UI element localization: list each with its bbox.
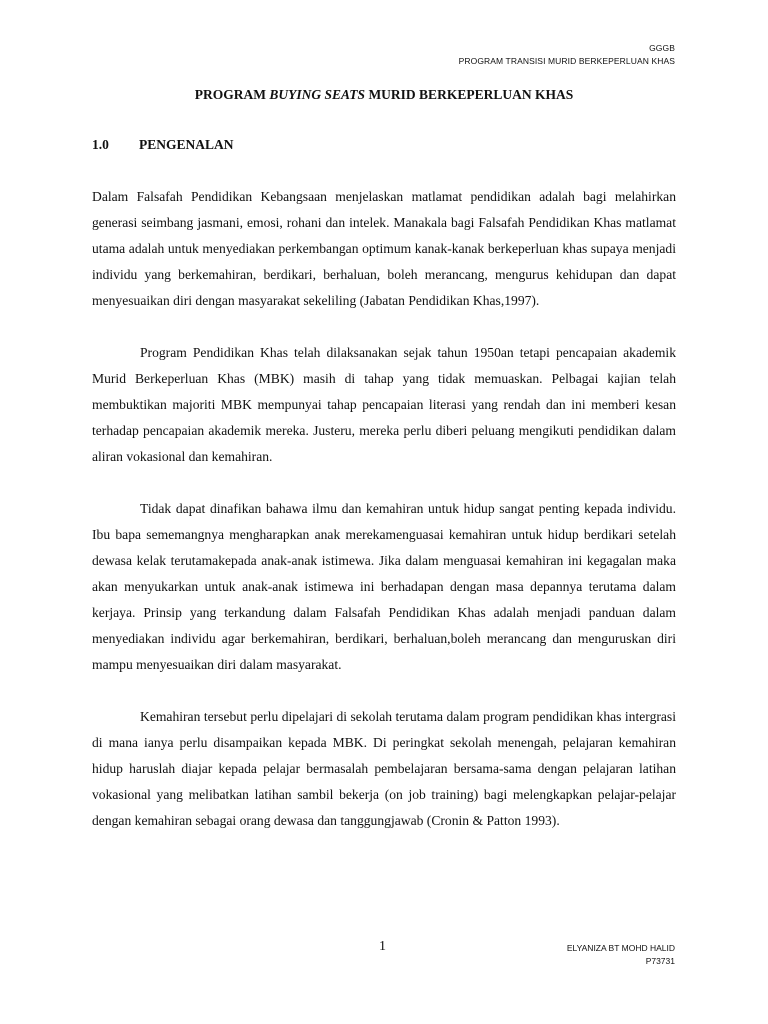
paragraph-4: Kemahiran tersebut perlu dipelajari di sekolah terutama dalam program pendidikan khas intergrasi di mana ianya perlu disampaikan kepada MBK. Di peringkat sekolah menengah, pelajaran kemahiran hidup haruslah diajar kepada pelajar bermasalah pembelajaran bersama-sama dengan pelajaran latihan vokasional yang melibatkan latihan sambil bekerja (on job training) bagi melengkapkan pelajar-pelajar dengan kemahiran sebagai orang dewasa dan tanggungjawab (Cronin & Patton 1993). [92,709,676,828]
header-program-title: PROGRAM TRANSISI MURID BERKEPERLUAN KHAS [458,56,675,66]
page-number: 1 [379,939,386,954]
running-header [459,42,675,68]
author-name: ELYANIZA BT MOHD HALID [566,943,675,953]
paragraph-1: Dalam Falsafah Pendidikan Kebangsaan menjelaskan matlamat pendidikan adalah bagi melahirkan generasi seimbang jasmani, emosi, rohani dan intelek. Manakala bagi Falsafah Pendidikan Khas matlamat utama adalah untuk menyediakan perkembangan optimum kanak-kanak berkeperluan khas supaya menjadi individu yang berkemahiran, berdikari, berhaluan, boleh merancang, mengurus kehidupan dan dapat menyesuaikan diri dengan masyarakat sekeliling (Jabatan Pendidikan Khas,1997). [92,189,676,308]
header-code: GGGB [649,43,675,53]
section-number: 1.0 [92,137,109,152]
title-prefix: PROGRAM [194,87,270,102]
section-title: PENGENALAN [139,137,234,152]
document-title [92,87,676,103]
title-suffix: MURID BERKEPERLUAN KHAS [365,87,574,102]
body-text [92,184,676,860]
title-emphasis: BUYING SEATS [269,87,366,102]
footer-author [567,942,675,968]
section-heading [92,137,234,153]
author-id: P73731 [645,956,675,966]
paragraph-2: Program Pendidikan Khas telah dilaksanakan sejak tahun 1950an tetapi pencapaian akademik Murid Berkeperluan Khas (MBK) masih di tahap yang tidak memuaskan. Pelbagai kajian telah membuktikan majoriti MBK mempunyai tahap pencapaian literasi yang rendah dan ini memberi kesan terhadap pencapaian akademik mereka. Justeru, mereka perlu diberi peluang mengikuti pendidikan dalam aliran vokasional dan kemahiran. [92,345,676,464]
paragraph-3: Tidak dapat dinafikan bahawa ilmu dan kemahiran untuk hidup sangat penting kepada individu. Ibu bapa sememangnya mengharapkan anak merekamenguasai kemahiran untuk hidup berdikari setelah dewasa kelak terutamakepada anak-anak istimewa. Jika dalam menguasai kemahiran ini kegagalan maka akan menyukarkan untuk anak-anak istimewa ini berhadapan dengan masa depannya terutama dalam kerjaya. Prinsip yang terkandung dalam Falsafah Pendidikan Khas adalah menjadi panduan dalam menyediakan individu agar berkemahiran, berdikari, berhaluan,boleh merancang dan menguruskan diri mampu menyesuaikan diri dalam masyarakat. [92,501,676,672]
